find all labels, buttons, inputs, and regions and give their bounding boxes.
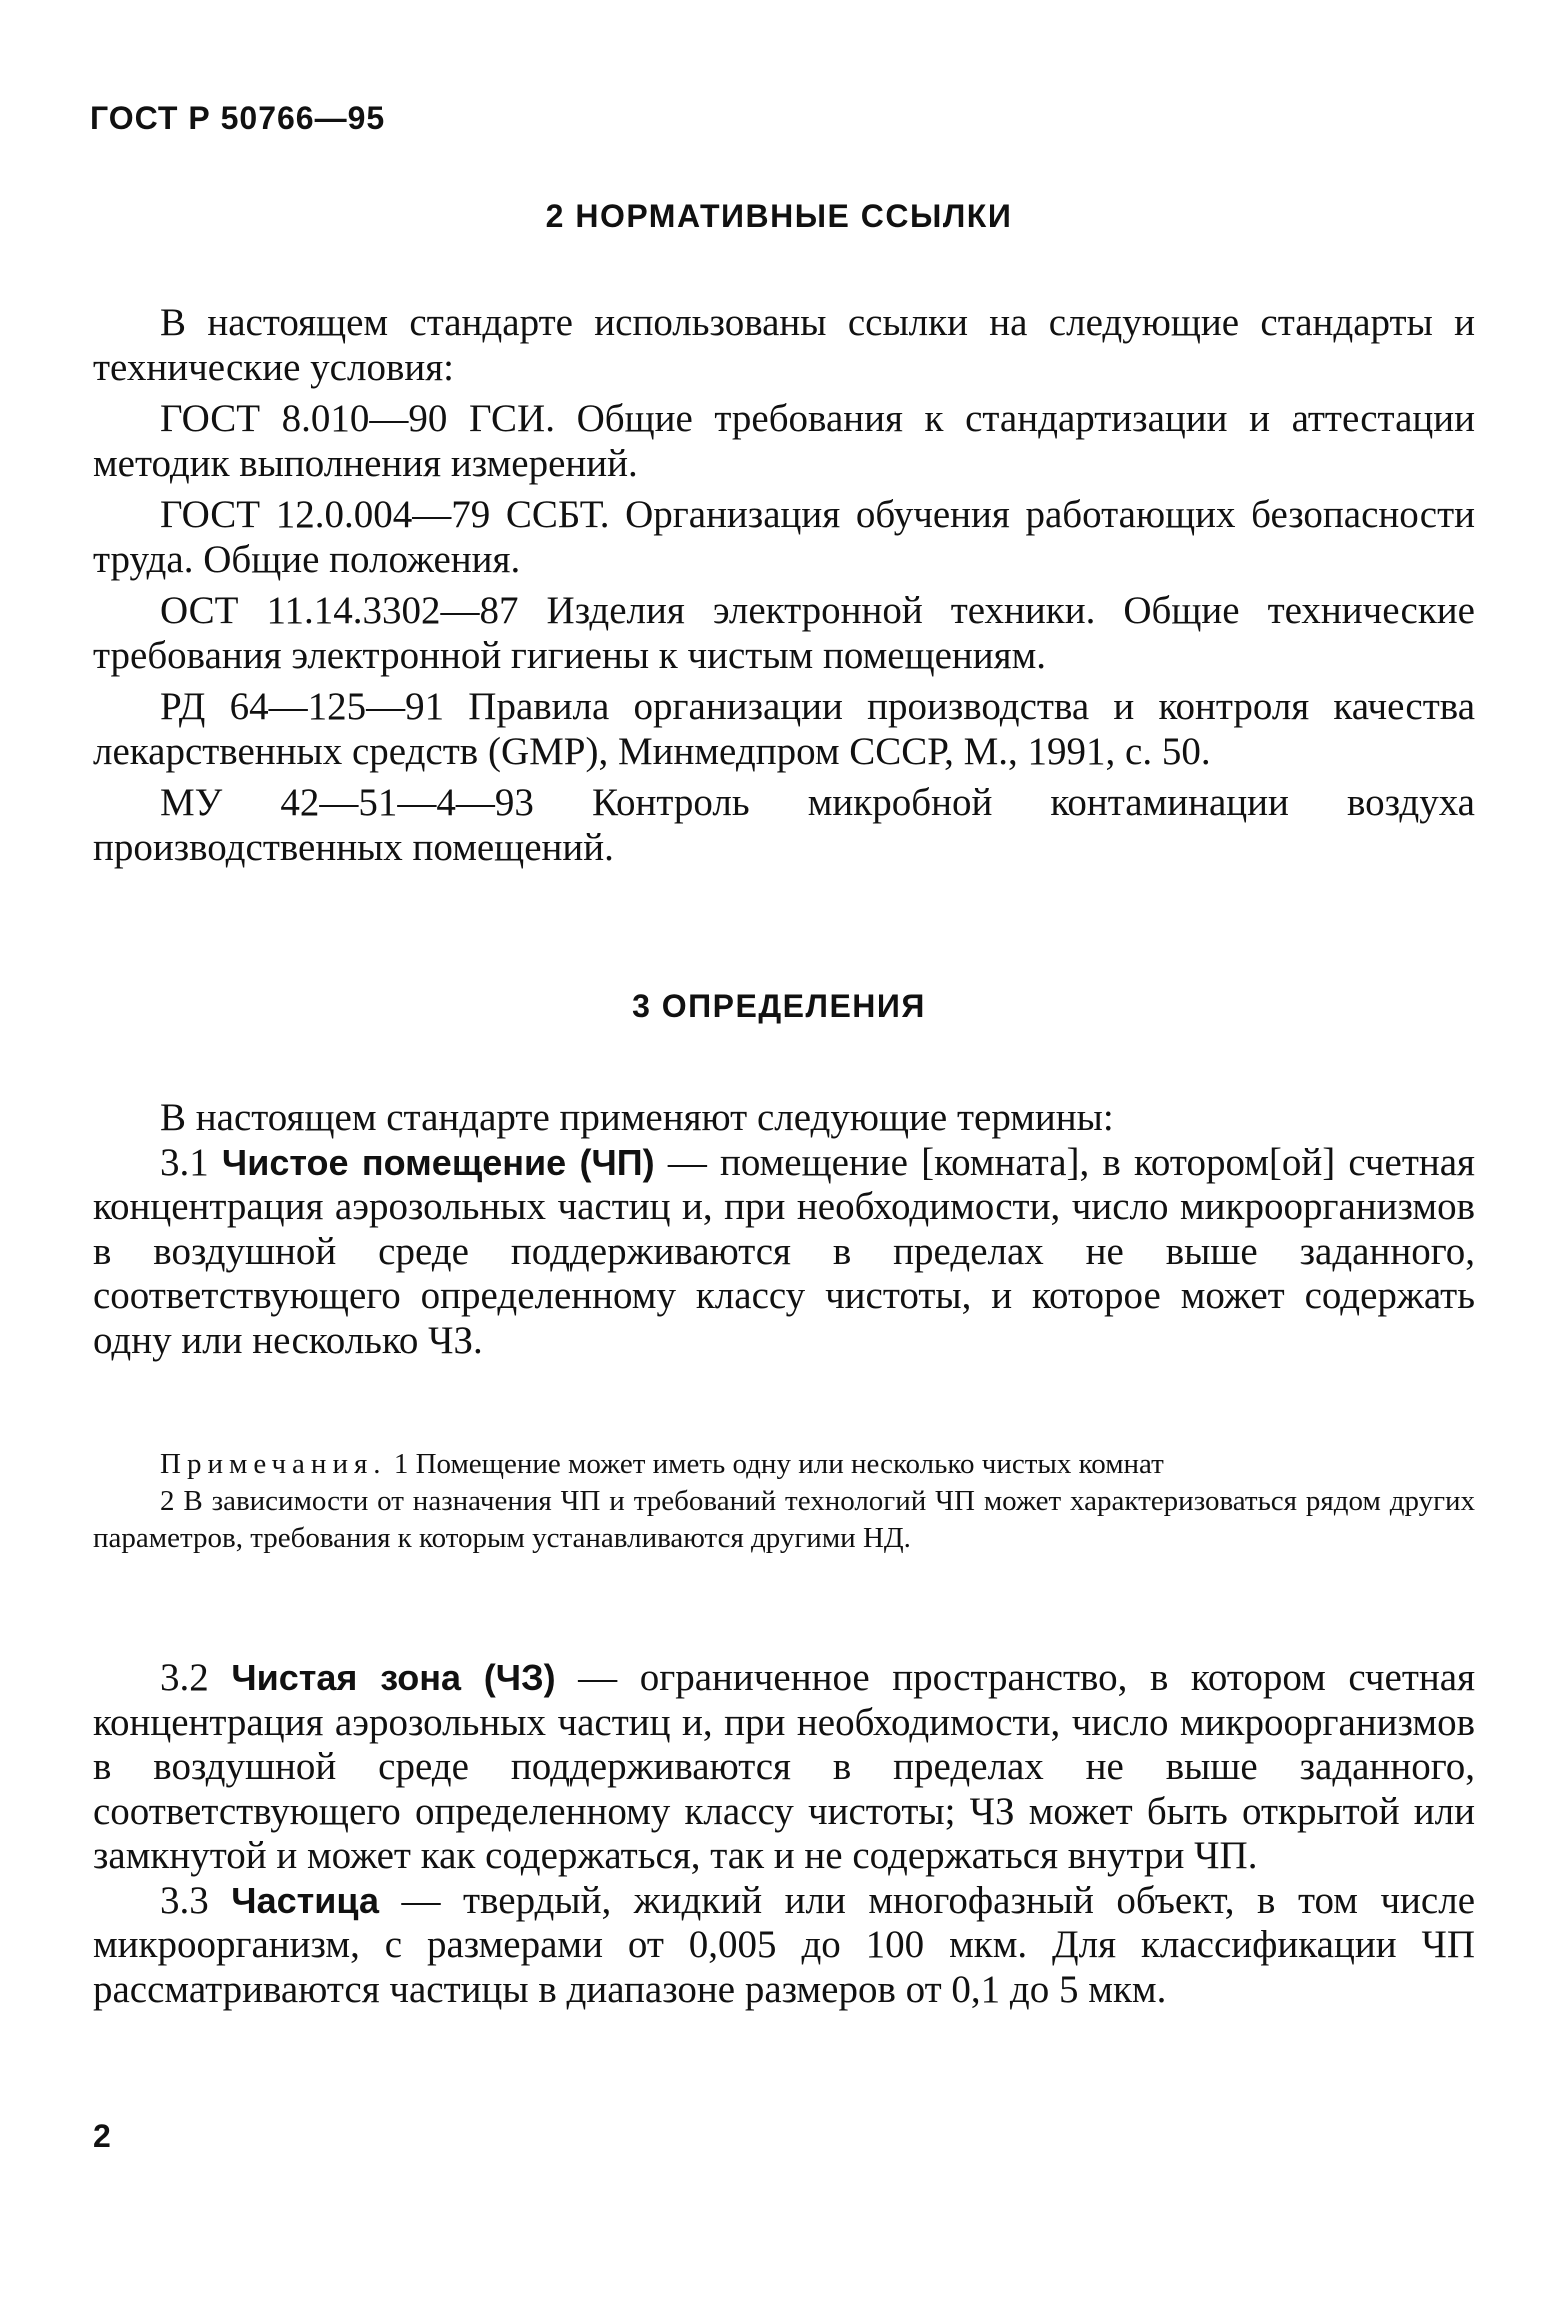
definition-3-1-text: — помещение [комната], в котором[ой] счетная концентрация аэрозольных частиц и, при необходимости, число микроорганизмов в воздушной среде поддерживаются в пределах не выше заданного, соответствующего определенному классу чистоты, и которое может содержать одну или несколько ЧЗ. [93,1140,1475,1362]
reference-gost-8-010: ГОСТ 8.010—90 ГСИ. Общие требования к стандартизации и аттестации методик выполнения измерений. [93,397,1475,485]
reference-ost-11-14-3302: ОСТ 11.14.3302—87 Изделия электронной техники. Общие технические требования электронной гигиены к чистым помещениям. [93,589,1475,677]
note-1-text: 1 Помещение может иметь одну или несколько чистых комнат [386,1448,1164,1480]
definition-3-3-term: Частица [231,1879,379,1921]
notes-block [93,1446,1475,1557]
section-3-heading: 3 ОПРЕДЕЛЕНИЯ [632,988,926,1024]
definition-3-2 [93,1656,1475,1879]
section-2-heading: 2 НОРМАТИВНЫЕ ССЫЛКИ [545,198,1013,234]
definitions-intro: В настоящем стандарте применяют следующие термины: [160,1096,1114,1139]
section-3-body-continued [93,1656,1475,2012]
definition-3-2-number: 3.2 [160,1656,209,1699]
definition-3-3-text: — твердый, жидкий или многофазный объект, в том числе микроорганизм, с размерами от 0,005 до 100 мкм. Для классификации ЧП рассматриваются частицы в диапазоне размеров от 0,1 до 5 мкм. [93,1878,1476,2011]
page-number: 2 [93,2118,111,2154]
definition-3-3 [93,1879,1475,2013]
definition-3-3-number: 3.3 [160,1878,209,1922]
definition-3-1-term: Чистое помещение (ЧП) [221,1141,655,1183]
section-3-body [93,1096,1475,1363]
reference-mu-42-51: МУ 42—51—4—93 Контроль микробной контаминации воздуха производственных помещений. [93,781,1475,869]
definition-3-1-number: 3.1 [160,1140,209,1184]
reference-rd-64-125: РД 64—125—91 Правила организации производства и контроля качества лекарственных средств (GMP), Минмедпром СССР, М., 1991, с. 50. [93,685,1475,773]
note-2: 2 В зависимости от назначения ЧП и требований технологий ЧП может характеризоваться рядом других параметров, требования к которым устанавливаются другими НД. [93,1485,1475,1554]
definition-3-2-text: — ограниченное пространство, в котором счетная концентрация аэрозольных частиц и, при необходимости, число микроорганизмов в воздушной среде поддерживаются в пределах не выше заданного, соответствующего определенному классу чистоты; ЧЗ может быть открытой или замкнутой и может как содержаться, так и не содержаться внутри ЧП. [93,1656,1476,1877]
reference-gost-12-0-004: ГОСТ 12.0.004—79 ССБТ. Организация обучения работающих безопасности труда. Общие положения. [93,493,1475,581]
note-1 [93,1446,1475,1483]
notes-label: Примечания. [160,1448,387,1480]
document-header-code: ГОСТ Р 50766—95 [90,100,386,136]
section-2-body [93,301,1475,870]
references-intro: В настоящем стандарте использованы ссылки на следующие стандарты и технические условия: [93,301,1475,389]
definition-3-1 [93,1141,1475,1364]
definition-3-2-term: Чистая зона (ЧЗ) [231,1657,556,1698]
